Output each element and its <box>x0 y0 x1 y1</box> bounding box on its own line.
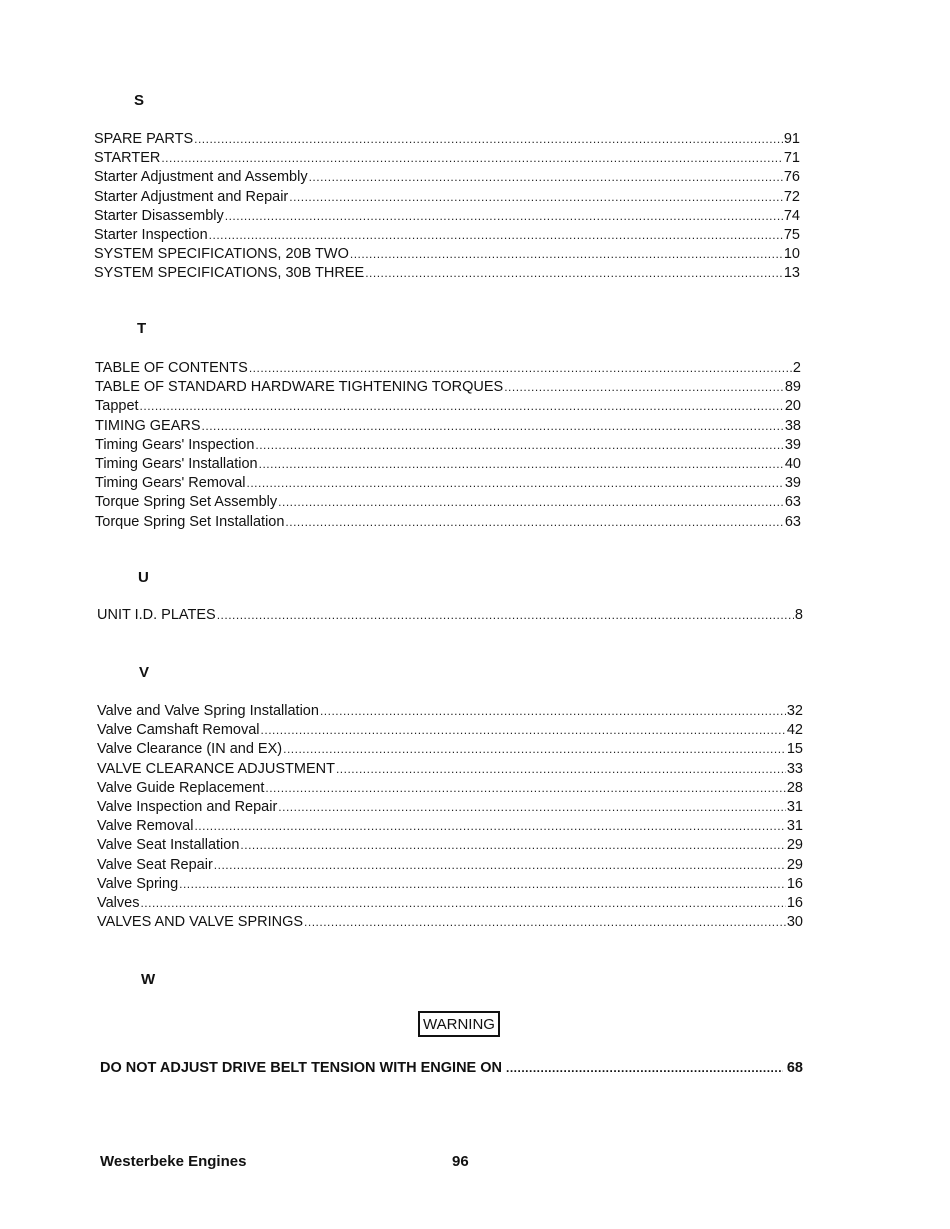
entry-page: 31 <box>786 818 803 835</box>
dot-leader <box>365 264 783 283</box>
entry-page: 29 <box>786 856 803 873</box>
index-entry <box>94 149 800 168</box>
entry-page: 33 <box>786 760 803 777</box>
entry-page: 91 <box>783 131 800 147</box>
section-letter-s: S <box>134 92 145 109</box>
index-entry <box>97 606 803 625</box>
entry-page: 40 <box>784 455 801 472</box>
section-letter-u: U <box>138 569 149 586</box>
entry-label: Valve Seat Repair <box>97 856 213 873</box>
entry-label: Timing Gears' Inspection <box>95 436 255 453</box>
index-entry <box>95 436 801 455</box>
index-entry <box>97 740 803 759</box>
index-entry <box>97 913 803 932</box>
entry-page: 15 <box>786 741 803 758</box>
entry-label: Timing Gears' Installation <box>95 455 258 472</box>
index-entry <box>94 226 800 245</box>
entry-label: Starter Inspection <box>94 226 208 243</box>
entry-label: Starter Adjustment and Assembly <box>94 169 308 186</box>
dot-leader <box>179 875 786 894</box>
entry-page: 13 <box>783 265 800 282</box>
index-entry <box>94 188 800 207</box>
entry-page: 39 <box>784 436 801 453</box>
dot-leader <box>259 455 784 474</box>
dot-leader <box>217 606 794 625</box>
dot-leader <box>504 378 784 397</box>
index-entry <box>95 513 801 532</box>
dot-leader <box>161 149 783 168</box>
index-entry <box>94 207 800 226</box>
dot-leader <box>214 856 786 875</box>
entry-page: 2 <box>792 360 801 376</box>
index-entry <box>97 721 803 740</box>
dot-leader <box>240 836 785 855</box>
entry-page: 71 <box>783 150 800 167</box>
index-entry <box>94 130 800 149</box>
dot-leader <box>194 817 785 836</box>
index-entry <box>94 245 800 264</box>
entry-label: TABLE OF STANDARD HARDWARE TIGHTENING TORQUES <box>95 379 504 396</box>
index-entry <box>97 875 803 894</box>
entry-label: Valve Clearance (IN and EX) <box>97 741 283 758</box>
entry-label: STARTER <box>94 150 161 167</box>
entry-label: Valve and Valve Spring Installation <box>97 703 319 719</box>
warning-index-entry <box>100 1060 803 1076</box>
entry-label: Valve Guide Replacement <box>97 779 265 796</box>
entry-page: 76 <box>783 169 800 186</box>
section-letter-w: W <box>141 971 156 988</box>
index-entry <box>95 493 801 512</box>
entry-label: SYSTEM SPECIFICATIONS, 20B TWO <box>94 246 349 263</box>
dot-leader <box>255 436 783 455</box>
entry-label: Valves <box>97 894 140 911</box>
section-letter-v: V <box>139 664 150 681</box>
entry-label: SPARE PARTS <box>94 131 194 147</box>
entry-label: TABLE OF CONTENTS <box>95 360 248 376</box>
entry-page: 72 <box>783 188 800 205</box>
dot-leader <box>309 168 783 187</box>
section-letter-t: T <box>137 320 147 337</box>
footer-brand: Westerbeke Engines <box>100 1153 247 1170</box>
entry-label: Valve Removal <box>97 818 194 835</box>
entry-label: Valve Inspection and Repair <box>97 798 278 815</box>
entry-page: 89 <box>784 379 801 396</box>
section-u-entries <box>97 606 803 625</box>
index-entry <box>97 856 803 875</box>
dot-leader <box>278 493 784 512</box>
index-entry <box>95 378 801 397</box>
dot-leader <box>278 798 786 817</box>
entry-page: 29 <box>786 837 803 854</box>
index-entry <box>95 397 801 416</box>
entry-label: UNIT I.D. PLATES <box>97 607 216 623</box>
index-entry <box>95 474 801 493</box>
dot-leader <box>320 702 786 721</box>
entry-page: 8 <box>794 607 803 623</box>
dot-leader <box>140 397 784 416</box>
entry-label: Valve Spring <box>97 875 179 892</box>
entry-page: 63 <box>784 513 801 530</box>
index-entry <box>97 798 803 817</box>
entry-page: 32 <box>786 703 803 719</box>
entry-label: Tappet <box>95 398 139 415</box>
index-entry <box>95 455 801 474</box>
entry-page: 20 <box>784 398 801 415</box>
dot-leader <box>336 760 786 779</box>
entry-page: 10 <box>783 246 800 263</box>
entry-page: 30 <box>786 914 803 931</box>
warning-box: WARNING <box>418 1011 500 1037</box>
section-v-entries <box>97 702 803 932</box>
index-entry <box>97 817 803 836</box>
dot-leader <box>247 474 784 493</box>
entry-label: TIMING GEARS <box>95 417 201 434</box>
entry-label: Torque Spring Set Assembly <box>95 494 278 511</box>
dot-leader <box>283 740 786 759</box>
entry-page: 28 <box>786 779 803 796</box>
index-entry <box>95 417 801 436</box>
dot-leader <box>249 359 792 378</box>
entry-label: Valve Camshaft Removal <box>97 722 260 739</box>
section-s-entries <box>94 130 800 284</box>
section-t-entries <box>95 359 801 532</box>
entry-page: 16 <box>786 894 803 911</box>
entry-page: 16 <box>786 875 803 892</box>
index-entry <box>97 760 803 779</box>
dot-leader <box>261 721 786 740</box>
index-entry <box>94 168 800 187</box>
index-entry <box>97 779 803 798</box>
dot-leader <box>265 779 785 798</box>
entry-label: Valve Seat Installation <box>97 837 240 854</box>
entry-page: 75 <box>783 226 800 243</box>
entry-label: Starter Disassembly <box>94 207 224 224</box>
dot-leader <box>506 1061 783 1075</box>
entry-page: 39 <box>784 475 801 492</box>
dot-leader <box>194 130 783 149</box>
index-entry <box>97 836 803 855</box>
entry-page: 42 <box>786 722 803 739</box>
entry-label: SYSTEM SPECIFICATIONS, 30B THREE <box>94 265 365 282</box>
dot-leader <box>202 417 784 436</box>
entry-page: 38 <box>784 417 801 434</box>
dot-leader <box>225 207 783 226</box>
entry-page: 68 <box>786 1060 803 1076</box>
entry-label: Timing Gears' Removal <box>95 475 246 492</box>
footer-page-number: 96 <box>452 1153 469 1170</box>
index-entry <box>95 359 801 378</box>
index-entry <box>94 264 800 283</box>
entry-label: Torque Spring Set Installation <box>95 513 285 530</box>
entry-page: 31 <box>786 798 803 815</box>
dot-leader <box>289 188 783 207</box>
dot-leader <box>140 894 785 913</box>
entry-page: 74 <box>783 207 800 224</box>
dot-leader <box>209 226 783 245</box>
entry-label: DO NOT ADJUST DRIVE BELT TENSION WITH ENGINE ON <box>100 1060 502 1076</box>
entry-label: VALVE CLEARANCE ADJUSTMENT <box>97 760 335 777</box>
dot-leader <box>304 913 786 932</box>
entry-label: VALVES AND VALVE SPRINGS <box>97 914 304 931</box>
dot-leader <box>285 513 783 532</box>
dot-leader <box>350 245 783 264</box>
entry-label: Starter Adjustment and Repair <box>94 188 289 205</box>
index-entry <box>97 702 803 721</box>
entry-page: 63 <box>784 494 801 511</box>
index-entry <box>97 894 803 913</box>
